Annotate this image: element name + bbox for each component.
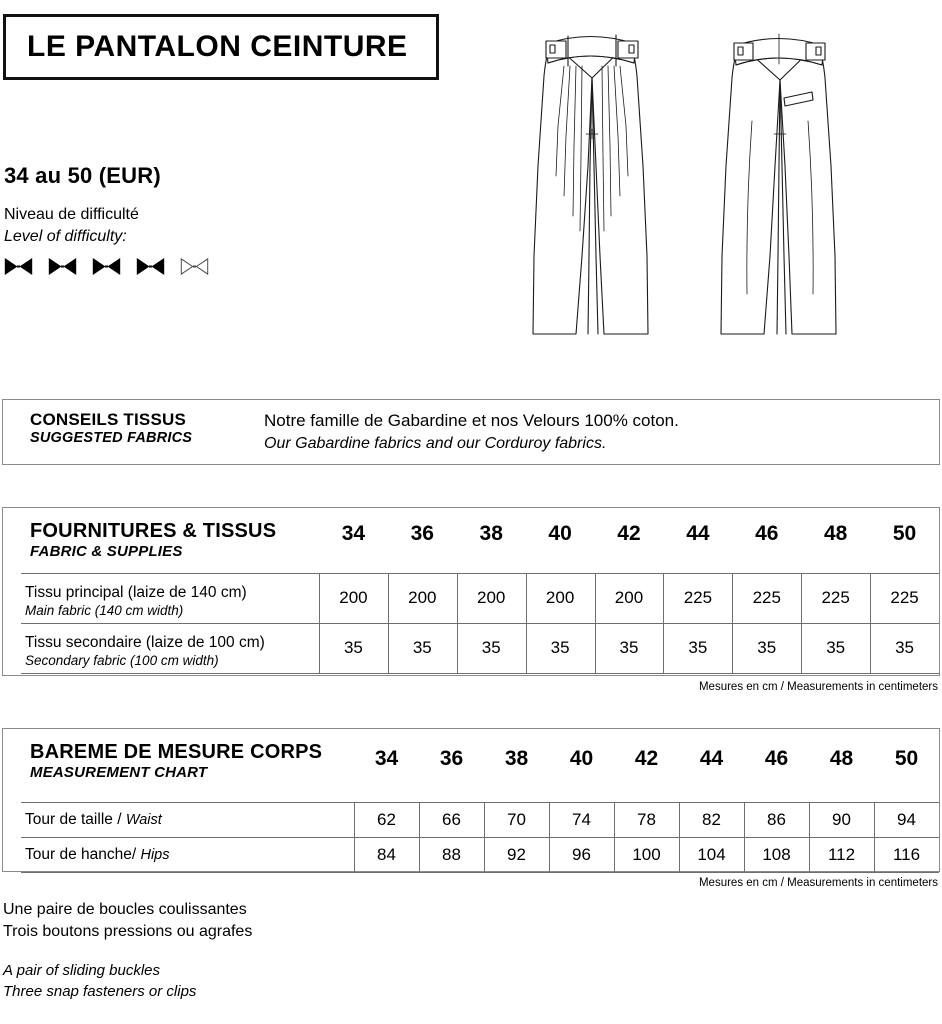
measurement-heading-fr: BAREME DE MESURE CORPS (30, 741, 323, 763)
bowtie-icon (180, 258, 209, 275)
table-cell-value: 90 (832, 810, 851, 829)
notions-fr-line-2: Trois boutons pressions ou agrafes (3, 923, 253, 941)
table-cell-value: 96 (572, 845, 591, 864)
suggested-fabrics-heading-fr: CONSEILS TISSUS (30, 410, 187, 429)
table-rule (21, 837, 939, 838)
suggested-fabrics-content (264, 410, 679, 455)
size-column-header: 34 (341, 522, 366, 545)
size-column-header: 44 (699, 747, 724, 770)
table-cell-value: 78 (637, 810, 656, 829)
supplies-heading-fr: FOURNITURES & TISSUS (30, 520, 277, 542)
table-cell-value: 225 (752, 588, 781, 607)
suggested-fabrics-text-fr: Notre famille de Gabardine et nos Velours 100% coton. (264, 411, 679, 430)
suggested-fabrics-heading-en: SUGGESTED FABRICS (30, 430, 193, 447)
page-title: LE PANTALON CEINTURE (27, 30, 408, 63)
size-column-header: 48 (823, 522, 848, 545)
size-column-header: 36 (410, 522, 434, 545)
supplies-grid (3, 508, 939, 675)
bowtie-icon (136, 258, 165, 275)
table-cell-value: 225 (683, 588, 713, 607)
table-cell-value: 35 (619, 638, 639, 657)
table-rule (21, 673, 939, 674)
table-cell-value: 84 (377, 845, 396, 864)
size-column-header: 48 (829, 747, 854, 770)
supplies-unit-note: Mesures en cm / Measurements in centimeters (698, 681, 938, 693)
size-column-header: 34 (374, 747, 399, 770)
row-label-fr: Tissu secondaire (laize de 100 cm) (25, 634, 265, 651)
measurement-unit-note: Mesures en cm / Measurements in centimeters (698, 877, 938, 889)
measurement-grid (3, 729, 939, 871)
table-cell-value: 225 (890, 588, 919, 607)
size-column-header: 40 (548, 522, 572, 545)
row-label-en: Main fabric (140 cm width) (25, 602, 184, 618)
table-cell-value: 35 (757, 638, 777, 657)
table-cell-value: 200 (339, 588, 368, 607)
table-cell-value: 70 (507, 810, 526, 829)
row-label-en: Waist (125, 812, 162, 828)
table-cell-value: 35 (550, 638, 570, 657)
notions-list-en (3, 961, 196, 1002)
technical-drawings (520, 16, 920, 361)
measurement-heading-en: MEASUREMENT CHART (30, 764, 208, 781)
table-cell-value: 225 (821, 588, 850, 607)
table-cell-value: 82 (702, 810, 721, 829)
table-cell-value: 200 (614, 588, 644, 607)
suggested-fabrics-heading (30, 410, 192, 447)
size-column-header: 50 (892, 522, 917, 545)
table-cell-value: 92 (507, 845, 526, 864)
table-cell-value: 35 (826, 638, 846, 657)
table-cell-value: 112 (827, 845, 856, 864)
page-title-box (3, 14, 439, 80)
table-cell-value: 200 (477, 588, 506, 607)
row-label (25, 634, 265, 669)
table-cell-value: 86 (767, 810, 786, 829)
table-cell-value: 94 (897, 810, 916, 829)
size-column-header: 42 (617, 522, 641, 545)
row-label-fr: Tissu principal (laize de 140 cm) (25, 584, 247, 601)
row-label (25, 846, 170, 864)
table-cell-value: 74 (572, 810, 591, 829)
table-cell-value: 35 (895, 638, 914, 657)
size-column-header: 42 (634, 747, 659, 770)
bowtie-icon (92, 258, 121, 275)
row-label-fr: Tour de taille / (25, 811, 126, 828)
size-column-header: 46 (755, 522, 779, 545)
table-cell-value: 200 (545, 588, 575, 607)
table-cell-value: 100 (632, 845, 661, 864)
size-column-header: 38 (479, 522, 503, 545)
bowtie-icon (4, 258, 33, 275)
table-cell-value: 108 (762, 845, 791, 864)
size-column-header: 44 (686, 522, 710, 545)
size-range-label: 34 au 50 (EUR) (4, 163, 161, 188)
row-label-en: Secondary fabric (100 cm width) (25, 652, 219, 668)
pants-front-technical-drawing (533, 35, 648, 334)
table-cell-value: 35 (412, 638, 432, 657)
table-cell-value: 35 (343, 638, 363, 657)
difficulty-rating (4, 258, 209, 275)
table-rule (21, 802, 939, 803)
table-cell-value: 66 (442, 810, 461, 829)
table-rule (21, 872, 939, 873)
notions-list-fr (3, 899, 252, 943)
size-column-header: 40 (569, 747, 594, 770)
size-column-header: 46 (764, 747, 789, 770)
difficulty-label-en: Level of difficulty: (4, 228, 127, 245)
supplies-heading-en: FABRIC & SUPPLIES (30, 543, 183, 560)
pants-back-technical-drawing (721, 34, 836, 334)
row-label-fr: Tour de hanche/ (25, 846, 141, 863)
difficulty-label-fr: Niveau de difficulté (4, 206, 139, 223)
size-column-header: 36 (439, 747, 464, 770)
notions-en-line-1: A pair of sliding buckles (3, 962, 161, 979)
table-cell-value: 104 (697, 845, 726, 864)
table-cell-value: 35 (481, 638, 501, 657)
size-column-header: 50 (894, 747, 919, 770)
table-cell-value: 62 (377, 810, 396, 829)
supplies-table (2, 507, 940, 676)
size-column-header: 38 (504, 747, 529, 770)
table-cell-value: 88 (442, 845, 461, 864)
measurement-table (2, 728, 940, 872)
row-label (25, 811, 162, 829)
table-cell-value: 35 (688, 638, 708, 657)
suggested-fabrics-text-en: Our Gabardine fabrics and our Corduroy fabrics. (264, 434, 607, 452)
suggested-fabrics-table (2, 399, 940, 465)
notions-en-line-2: Three snap fasteners or clips (3, 982, 197, 1000)
bowtie-icon (48, 258, 77, 275)
table-cell-value: 200 (408, 588, 437, 607)
row-label (25, 584, 247, 619)
table-cell-value: 116 (892, 845, 921, 864)
row-label-en: Hips (140, 847, 170, 863)
notions-fr-line-1: Une paire de boucles coulissantes (3, 901, 247, 918)
